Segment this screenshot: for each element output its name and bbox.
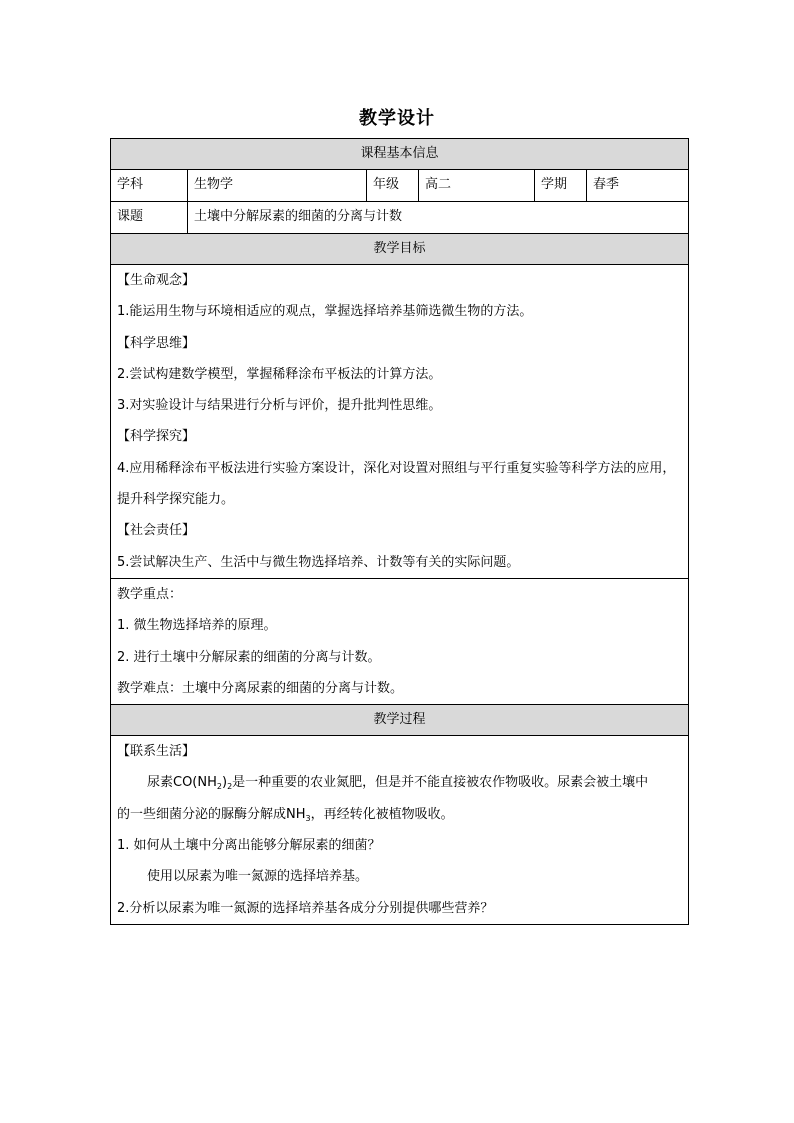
basic-info-header: 课程基本信息 xyxy=(111,139,689,170)
key-point-item: 2. 进行土壤中分解尿素的细菌的分离与计数。 xyxy=(117,649,381,665)
question-1: 1. 如何从土壤中分离出能够分解尿素的细菌？ xyxy=(117,838,381,854)
objective-heading: 【科学思维】 xyxy=(117,335,196,351)
objective-item: 4.应用稀释涂布平板法进行实验方案设计，深化对设置对照组与平行重复实验等科学方法的应用，提升科学探究能力。 xyxy=(117,460,676,508)
objective-item: 1.能运用生物与环境相适应的观点，掌握选择培养基筛选微生物的方法。 xyxy=(117,304,533,320)
key-point-item: 1. 微生物选择培养的原理。 xyxy=(117,618,277,634)
objective-item: 2.尝试构建数学模型，掌握稀释涂布平板法的计算方法。 xyxy=(117,366,442,382)
lesson-plan-table xyxy=(110,138,689,925)
grade-label: 年级 xyxy=(367,170,419,202)
term-label: 学期 xyxy=(535,170,587,202)
objective-heading: 【科学探究】 xyxy=(117,429,196,445)
subject-value: 生物学 xyxy=(188,170,367,202)
objectives-body xyxy=(111,265,689,579)
objectives-header: 教学目标 xyxy=(111,234,689,265)
objective-item: 5.尝试解决生产、生活中与微生物选择培养、计数等有关的实际问题。 xyxy=(117,554,520,570)
grade-value: 高二 xyxy=(419,170,535,202)
key-points-body xyxy=(111,578,689,704)
process-section-heading: 【联系生活】 xyxy=(117,744,196,760)
topic-label: 课题 xyxy=(111,202,188,234)
term-value: 春季 xyxy=(587,170,689,202)
subject-label: 学科 xyxy=(111,170,188,202)
answer-1: 使用以尿素为唯一氮源的选择培养基。 xyxy=(147,869,369,885)
process-header: 教学过程 xyxy=(111,705,689,736)
process-paragraph-line: 的一些细菌分泌的脲酶分解成$NH_3$，再经转化被植物吸收。 xyxy=(117,806,454,823)
difficulty-text: 教学难点：土壤中分离尿素的细菌的分离与计数。 xyxy=(117,680,404,696)
document-title: 教学设计 xyxy=(359,108,435,129)
process-paragraph-line: 尿素$CO(NH_2)_2$是一种重要的农业氮肥，但是并不能直接被农作物吸收。尿素会被土壤中 xyxy=(147,775,649,792)
objective-item: 3.对实验设计与结果进行分析与评价，提升批判性思维。 xyxy=(117,398,442,414)
process-body xyxy=(111,736,689,925)
objective-heading: 【生命观念】 xyxy=(117,273,196,288)
topic-value: 土壤中分解尿素的细菌的分离与计数 xyxy=(188,202,689,234)
objective-heading: 【社会责任】 xyxy=(117,523,196,539)
question-2: 2.分析以尿素为唯一氮源的选择培养基各成分分别提供哪些营养？ xyxy=(117,900,494,916)
key-points-label: 教学重点： xyxy=(117,586,183,602)
